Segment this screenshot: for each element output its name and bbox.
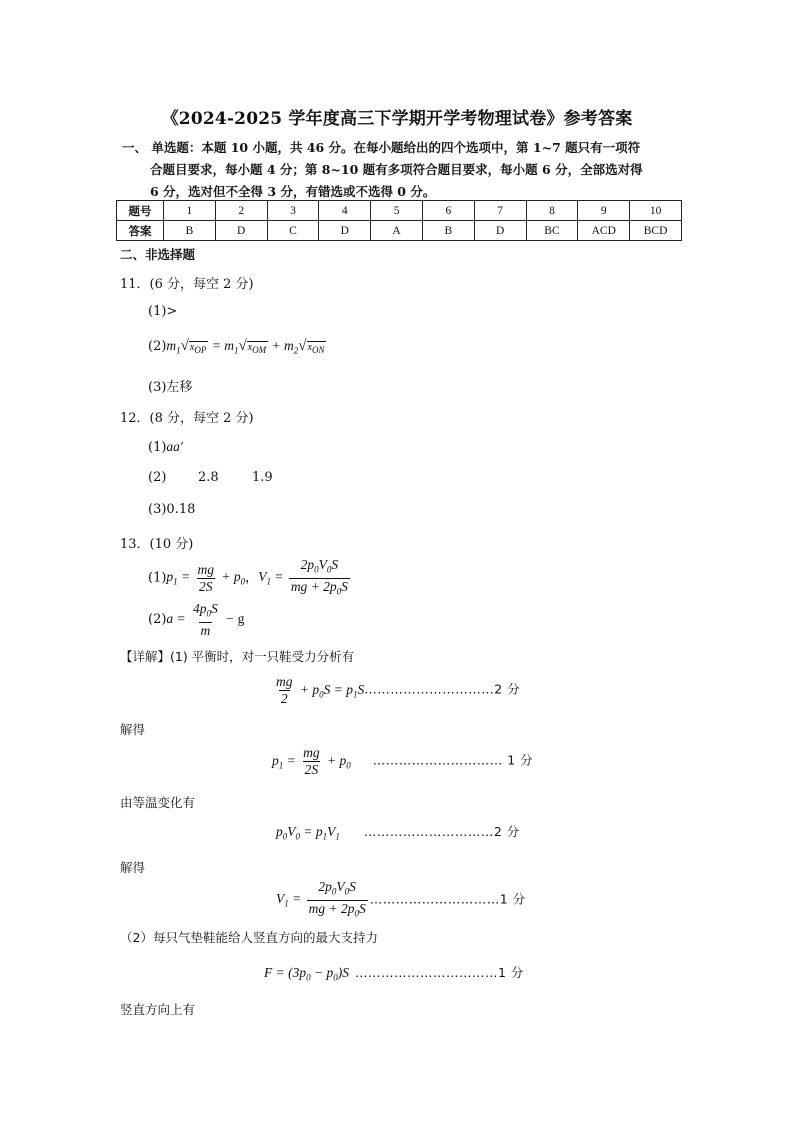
table-cell-answer: BC xyxy=(526,221,578,241)
q11-header: 11．(6 分，每空 2 分) xyxy=(120,277,254,292)
q12-answer-2-value1: 2.8 xyxy=(198,470,219,485)
table-cell-number: 2 xyxy=(215,201,267,221)
table-cell-number: 6 xyxy=(422,201,474,221)
score-eq4: …………………………1 分 xyxy=(369,891,526,907)
section2-heading: 二、非选择题 xyxy=(120,247,196,262)
table-cell-number: 5 xyxy=(371,201,423,221)
page-title: 《2024-2025 学年度高三下学期开学考物理试卷》参考答案 xyxy=(161,109,633,129)
equation-5: $F = (3p_0 - p_0)S$ ……………………………1 分 xyxy=(264,965,524,983)
q13-answer-1: $(1)p_1$ = $\frac{mg}{2S}$ + $p_0$，$V_1$ = $\frac{2p_0V_0S}{mg + 2p_0S}$ xyxy=(148,557,352,599)
q13-formula-v1: $V_1$ = $\frac{2p_0V_0S}{mg + 2p_0S}$ xyxy=(258,569,352,584)
table-cell-number: 3 xyxy=(267,201,319,221)
section1-line1: 一、 单选题：本题 10 小题，共 46 分。在每小题给出的四个选项中，第 1~7 题只有一项符 xyxy=(122,140,641,155)
table-row-answers xyxy=(117,221,682,241)
q13-formula-a: a = $\frac{4p_0S}{m}$ − g xyxy=(166,601,245,638)
detail-solve-1: 解得 xyxy=(120,722,146,737)
table-cell-number: 8 xyxy=(526,201,578,221)
table-cell-answer: D xyxy=(474,221,526,241)
q13-formula-p1: $p_1$ = $\frac{mg}{2S}$ + $p_0$ xyxy=(166,561,246,594)
q12-header: 12．(8 分，每空 2 分) xyxy=(120,411,254,426)
detail-part2: （2）每只气垫鞋能给人竖直方向的最大支持力 xyxy=(120,930,378,945)
equation-2: $p_1$ = $\frac{mg}{2S}$ + $p_0$ ………………………… 1 分 xyxy=(272,745,534,777)
detail-isothermal: 由等温变化有 xyxy=(120,795,196,810)
q13-header: 13．(10 分) xyxy=(120,537,194,552)
q12-answer-1: (1)aa′ xyxy=(148,439,183,455)
answer-table xyxy=(116,200,682,241)
table-cell-answer: BCD xyxy=(630,221,682,241)
equation-4: $V_1$ = $\frac{2p_0V_0S}{mg + 2p_0S}$ …………………………1 分 xyxy=(276,879,526,921)
table-header-answer: 答案 xyxy=(117,221,164,241)
detail-solve-2: 解得 xyxy=(120,860,146,875)
table-cell-answer: D xyxy=(215,221,267,241)
q12-answer-2-value2: 1.9 xyxy=(252,470,273,485)
table-cell-number: 10 xyxy=(630,201,682,221)
score-eq5: ……………………………1 分 xyxy=(354,965,524,980)
table-cell-answer: B xyxy=(164,221,216,241)
table-header-number: 题号 xyxy=(117,201,164,221)
q11-answer-1: (1)> xyxy=(148,304,178,319)
q12-answer-3: (3)0.18 xyxy=(148,502,196,517)
score-eq3: …………………………2 分 xyxy=(363,824,520,839)
table-cell-answer: C xyxy=(267,221,319,241)
q13-answer-2: (2)a = $\frac{4p_0S}{m}$ − g xyxy=(148,601,245,638)
score-eq1: …………………………2 分 xyxy=(364,681,521,697)
q12-answer-2-label: (2) xyxy=(148,470,167,485)
table-cell-answer: A xyxy=(371,221,423,241)
detail-heading: 【详解】(1) 平衡时，对一只鞋受力分析有 xyxy=(120,649,355,664)
table-cell-number: 4 xyxy=(319,201,371,221)
table-cell-number: 1 xyxy=(164,201,216,221)
table-cell-answer: B xyxy=(422,221,474,241)
q11-formula: $m_1√x_{OP} = m_1√x_{OM} + m_2√x_{ON}$ xyxy=(166,338,325,356)
table-cell-answer: ACD xyxy=(578,221,630,241)
section1-line3: 6 分，选对但不全得 3 分，有错选或不选得 0 分。 xyxy=(150,184,436,199)
q11-answer-3: (3)左移 xyxy=(148,380,193,395)
table-cell-number: 7 xyxy=(474,201,526,221)
equation-1: $\frac{mg}{2}$ + $p_0S$ = $p_1S\dots\dots\dots\dots\dots\dots\dots\dots\dots\dots 2$ 分 xyxy=(276,674,521,706)
section1-line2: 合题目要求，每小题 4 分；第 8~10 题有多项符合题目要求，每小题 6 分，全部选对得 xyxy=(150,162,643,177)
table-row-numbers xyxy=(117,201,682,221)
q11-answer-2: $(2)m_1√x_{OP} = m_1√x_{OM} + m_2√x_{ON}$ xyxy=(148,338,325,356)
table-cell-answer: D xyxy=(319,221,371,241)
equation-3: $p_0V_0 = p_1V_1$ …………………………2 分 xyxy=(276,824,520,842)
detail-vertical: 竖直方向上有 xyxy=(120,1002,196,1017)
score-eq2: ………………………… 1 分 xyxy=(372,752,534,768)
table-cell-number: 9 xyxy=(578,201,630,221)
